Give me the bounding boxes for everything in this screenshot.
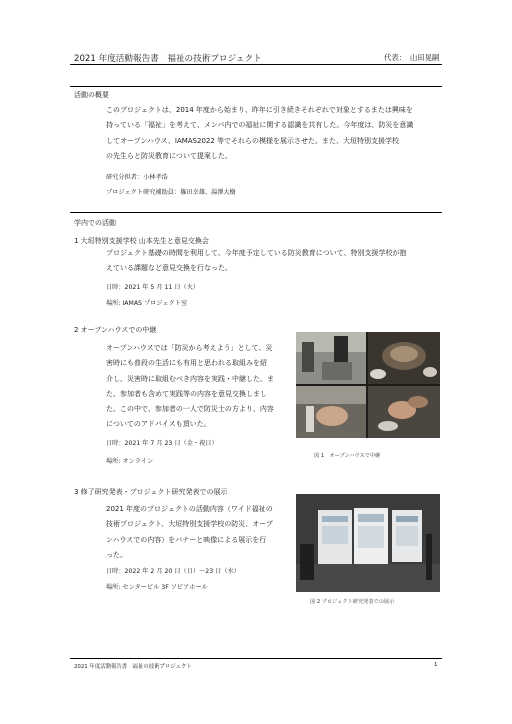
item2-line: た、参加者も含めて実践等の内容を意見交換しまし	[106, 389, 267, 398]
assistants-line: プロジェクト研究補助員：篠田幸雄、湯澤大樹	[106, 189, 236, 196]
openhouse-photo-collage	[296, 332, 440, 438]
researcher-line: 研究分担者：小林孝浩	[106, 174, 168, 181]
item2-line: 害時にも普段の生活にも有用と思われる取組みを紹	[106, 359, 267, 368]
item3-line: 2021 年度のプロジェクトの活動内容（ワイド福祉の	[106, 505, 273, 513]
item2-line: オープンハウスでは「防災から考えよう」として、災	[106, 344, 273, 352]
campus-heading: 学内での活動	[74, 219, 116, 227]
footer-rule	[70, 658, 442, 659]
overview-line: 持っている「福祉」を考えて、メンバ内での福祉に関する認識を共有した。今年度は、防災を意識	[106, 121, 414, 130]
footer-title: 2021 年度活動報告書 福祉の技術プロジェクト	[74, 664, 192, 670]
item3-date: 日時：2022 年 2 月 20 日（日）～23 日（水）	[106, 568, 240, 575]
item2-date: 日時：2021 年 7 月 23 日（金・祝日）	[106, 440, 218, 447]
item2-title: 2 オープンハウスでの中継	[74, 326, 157, 334]
overview-top-rule	[70, 86, 442, 87]
item2-place: 場所: オンライン	[106, 458, 154, 465]
item3-body	[106, 502, 292, 563]
overview-line: の先生らと防災教育について提案した。	[106, 151, 232, 160]
item3-line: ンハウスでの内容）をバナーと映像による展示を行	[106, 535, 267, 544]
overview-bottom-rule	[70, 212, 442, 213]
item1-line: えている課題など意見交換を行なった。	[106, 264, 232, 273]
item3-line: った。	[106, 550, 127, 559]
overview-line: してオープンハウス、IAMAS2022 等でそれらの模様を展示させた。また、大垣特別支援学校	[106, 136, 400, 145]
exhibition-photo-scene	[296, 494, 440, 592]
overview-heading: 活動の概要	[74, 91, 109, 99]
item1-title: 1 大垣特別支援学校 山本先生と意見交換会	[74, 237, 209, 245]
item1-place: 場所: IAMAS プロジェクト室	[106, 300, 188, 307]
overview-line: このプロジェクトは、2014 年度から始まり、昨年に引き続きそれぞれで対象とするまたは興味を	[106, 106, 413, 114]
openhouse-photo	[296, 332, 440, 438]
report-header-title: 2021 年度活動報告書 福祉の技術プロジェクト	[74, 54, 262, 64]
item3-title: 3 修了研究発表・プロジェクト研究発表での展示	[74, 488, 228, 496]
item2-line: 介し、災害時に取組むべき内容を実践・中継した。ま	[106, 374, 274, 383]
item1-date: 日時：2021 年 5 月 11 日（火）	[106, 284, 200, 291]
item2-body	[106, 341, 292, 433]
item3-place: 場所: センタービル 3F ソピアホール	[106, 584, 208, 591]
item2-line: についてのアドバイスも頂いた。	[106, 420, 211, 429]
overview-body	[106, 103, 442, 164]
exhibition-photo	[296, 494, 440, 592]
header-rule	[70, 64, 442, 65]
item2-line: た。この中で、参加者の一人で防災士の方より、内容	[106, 405, 274, 414]
figure2-caption: 図 2 プロジェクト研究発表での展示	[310, 599, 395, 605]
figure1-caption: 図 1 オープンハウスで中継	[314, 453, 381, 459]
page-number: 1	[434, 662, 438, 668]
item1-line: プロジェクト基礎の時間を利用して、今年度予定している防災教育について、特別支援学校が抱	[106, 249, 407, 257]
item3-line: 技術プロジェクト、大垣特別支援学校の防災、オープ	[106, 520, 273, 529]
item1-body	[106, 246, 442, 277]
representative-label: 代表： 山田晃嗣	[384, 53, 440, 62]
